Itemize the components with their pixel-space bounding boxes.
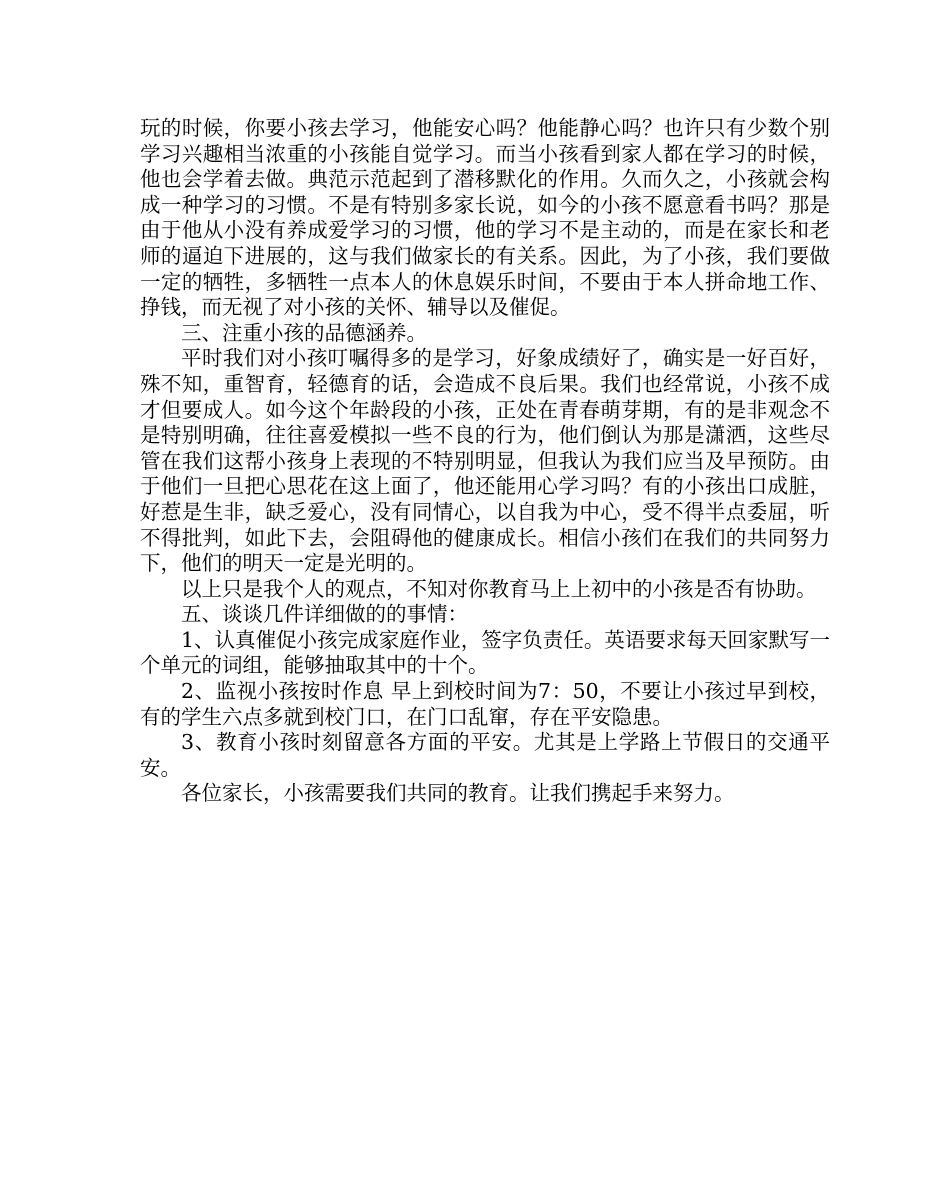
paragraph-moral-education: 平时我们对小孩叮嘱得多的是学习，好象成绩好了，确实是一好百好，殊不知，重智育，轻德育的话，会造成不良后果。我们也经常说，小孩不成才但要成人。如今这个年龄段的小孩，正处在青春萌芽期，有的是非观念不是特别明确，往往喜爱模拟一些不良的行为，他们倒认为那是潇洒，这些尽管在我们这帮小孩身上表现的不特别明显，但我认为我们应当及早预防。由于他们一旦把心思花在这上面了，他还能用心学习吗？有的小孩出口成脏，好惹是生非，缺乏爱心，没有同情心，以自我为中心，受不得半点委屈，听不得批判，如此下去，会阻碍他的健康成长。相信小孩们在我们的共同努力下，他们的明天一定是光明的。 bbox=[140, 346, 830, 576]
paragraph-continuation: 玩的时候，你要小孩去学习，他能安心吗？他能静心吗？也许只有少数个别学习兴趣相当浓重的小孩能自觉学习。而当小孩看到家人都在学习的时候，他也会学着去做。典范示范起到了潜移默化的作用。久而久之，小孩就会构成一种学习的习惯。不是有特别多家长说，如今的小孩不愿意看书吗？那是由于他从小没有养成爱学习的习惯，他的学习不是主动的，而是在家长和老师的逼迫下进展的，这与我们做家长的有关系。因此，为了小孩，我们要做一定的牺牲，多牺牲一点本人的休息娱乐时间，不要由于本人拼命地工作、挣钱，而无视了对小孩的关怀、辅导以及催促。 bbox=[140, 116, 830, 320]
paragraph-closing: 各位家长，小孩需要我们共同的教育。让我们携起手来努力。 bbox=[181, 781, 735, 806]
document-body bbox=[140, 116, 830, 807]
list-item-safety: 3、教育小孩时刻留意各方面的平安。尤其是上学路上节假日的交通平安。 bbox=[140, 730, 830, 780]
section-heading-specific-tasks: 五、谈谈几件详细做的的事情： bbox=[181, 602, 468, 627]
section-heading-moral-education: 三、注重小孩的品德涵养。 bbox=[181, 320, 427, 345]
paragraph-personal-view: 以上只是我个人的观点，不知对你教育马上上初中的小孩是否有协助。 bbox=[181, 576, 817, 601]
list-item-schedule: 2、监视小孩按时作息 早上到校时间为7：50，不要让小孩过早到校，有的学生六点多就到校门口，在门口乱窜，存在平安隐患。 bbox=[140, 679, 830, 729]
list-item-homework: 1、认真催促小孩完成家庭作业，签字负责任。英语要求每天回家默写一个单元的词组，能够抽取其中的十个。 bbox=[140, 627, 830, 678]
